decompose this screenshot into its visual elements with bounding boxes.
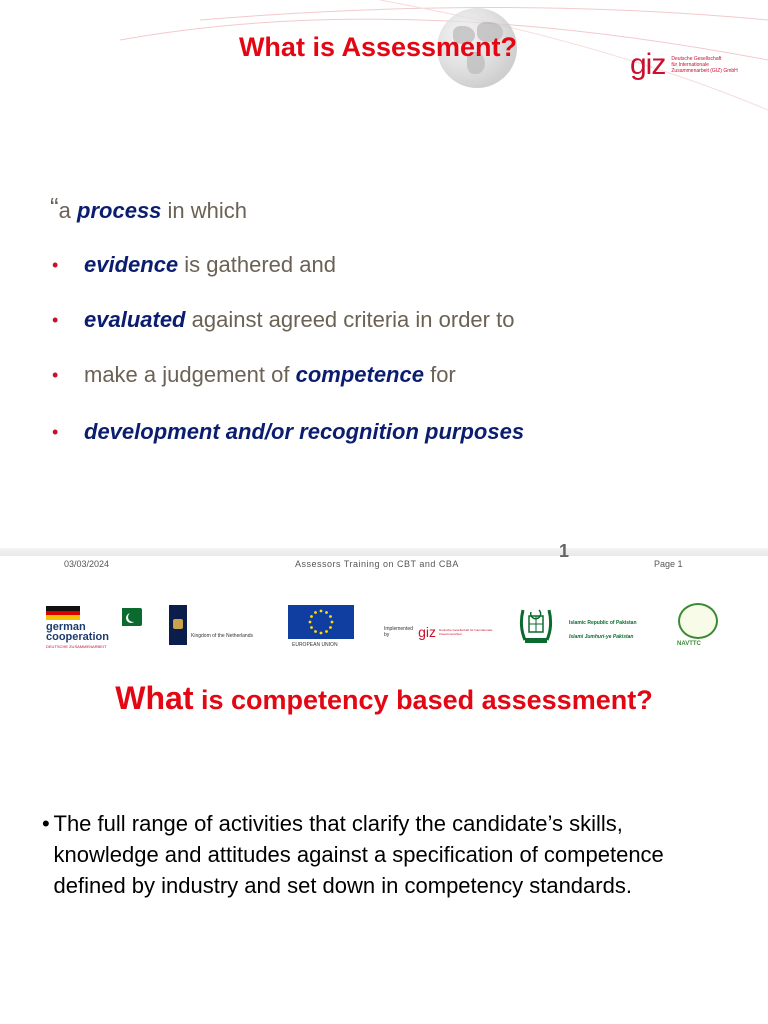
bullet-purposes: • development and/or recognition purposes <box>52 419 525 444</box>
german-flag-icon <box>46 606 80 620</box>
slide-number: 1 <box>559 541 570 561</box>
german-cooperation-logo: german cooperation DEUTSCHE ZUSAMMENARBEIT <box>44 604 140 648</box>
netherlands-logo: Kingdom of the Netherlands <box>169 605 269 647</box>
pakistan-government-logo: Islamic Republic of Pakistan Islami Jumhuri-ye Pakistan <box>517 606 657 646</box>
cba-definition-bullet: • The full range of activities that clarify the candidate’s skills, knowledge and attitudes against a specification of competence defined by industry and set down in competency standards. <box>42 808 732 901</box>
pakistan-emblem-icon <box>517 606 555 646</box>
bullet-judgement: • make a judgement of competence for <box>52 362 456 387</box>
european-union-logo: EUROPEAN UNION <box>288 605 356 649</box>
giz-wordmark: giz <box>630 48 666 81</box>
footer-course-title: Assessors Training on CBT and CBA <box>295 559 459 569</box>
eu-flag-icon <box>288 605 354 639</box>
netherlands-crest-icon <box>169 605 187 645</box>
navttc-logo: NAVTTC <box>674 603 726 651</box>
partner-logos <box>0 600 768 650</box>
giz-logo <box>630 50 738 80</box>
implemented-by-giz-logo: Implemented by giz Deutsche Gesellschaft für Internationale Zusammenarbeit <box>384 624 493 640</box>
emphasis-process: process <box>77 198 162 223</box>
definition-intro: “a process in which <box>50 192 248 223</box>
slide-title: What is Assessment? <box>238 32 518 62</box>
slide2-title: What is competency based assessment? <box>115 680 653 716</box>
footer-date: 03/03/2024 <box>64 559 110 569</box>
bullet-evaluated: • evaluated against agreed criteria in order to <box>52 307 515 332</box>
slide-footer <box>0 553 768 573</box>
navttc-emblem-icon <box>678 603 718 639</box>
giz-subtitle: Deutsche Gesellschaft für Internationale Zusammenarbeit (GIZ) GmbH <box>671 56 738 74</box>
footer-page-label: Page 1 <box>654 559 683 569</box>
cba-definition-text: The full range of activities that clarify the candidate’s skills, knowledge and attitudes against a specification of competence defined by industry and set down in competency standards. <box>53 811 664 898</box>
pakistan-flag-icon <box>116 608 142 626</box>
bullet-evidence: • evidence is gathered and <box>52 252 336 277</box>
